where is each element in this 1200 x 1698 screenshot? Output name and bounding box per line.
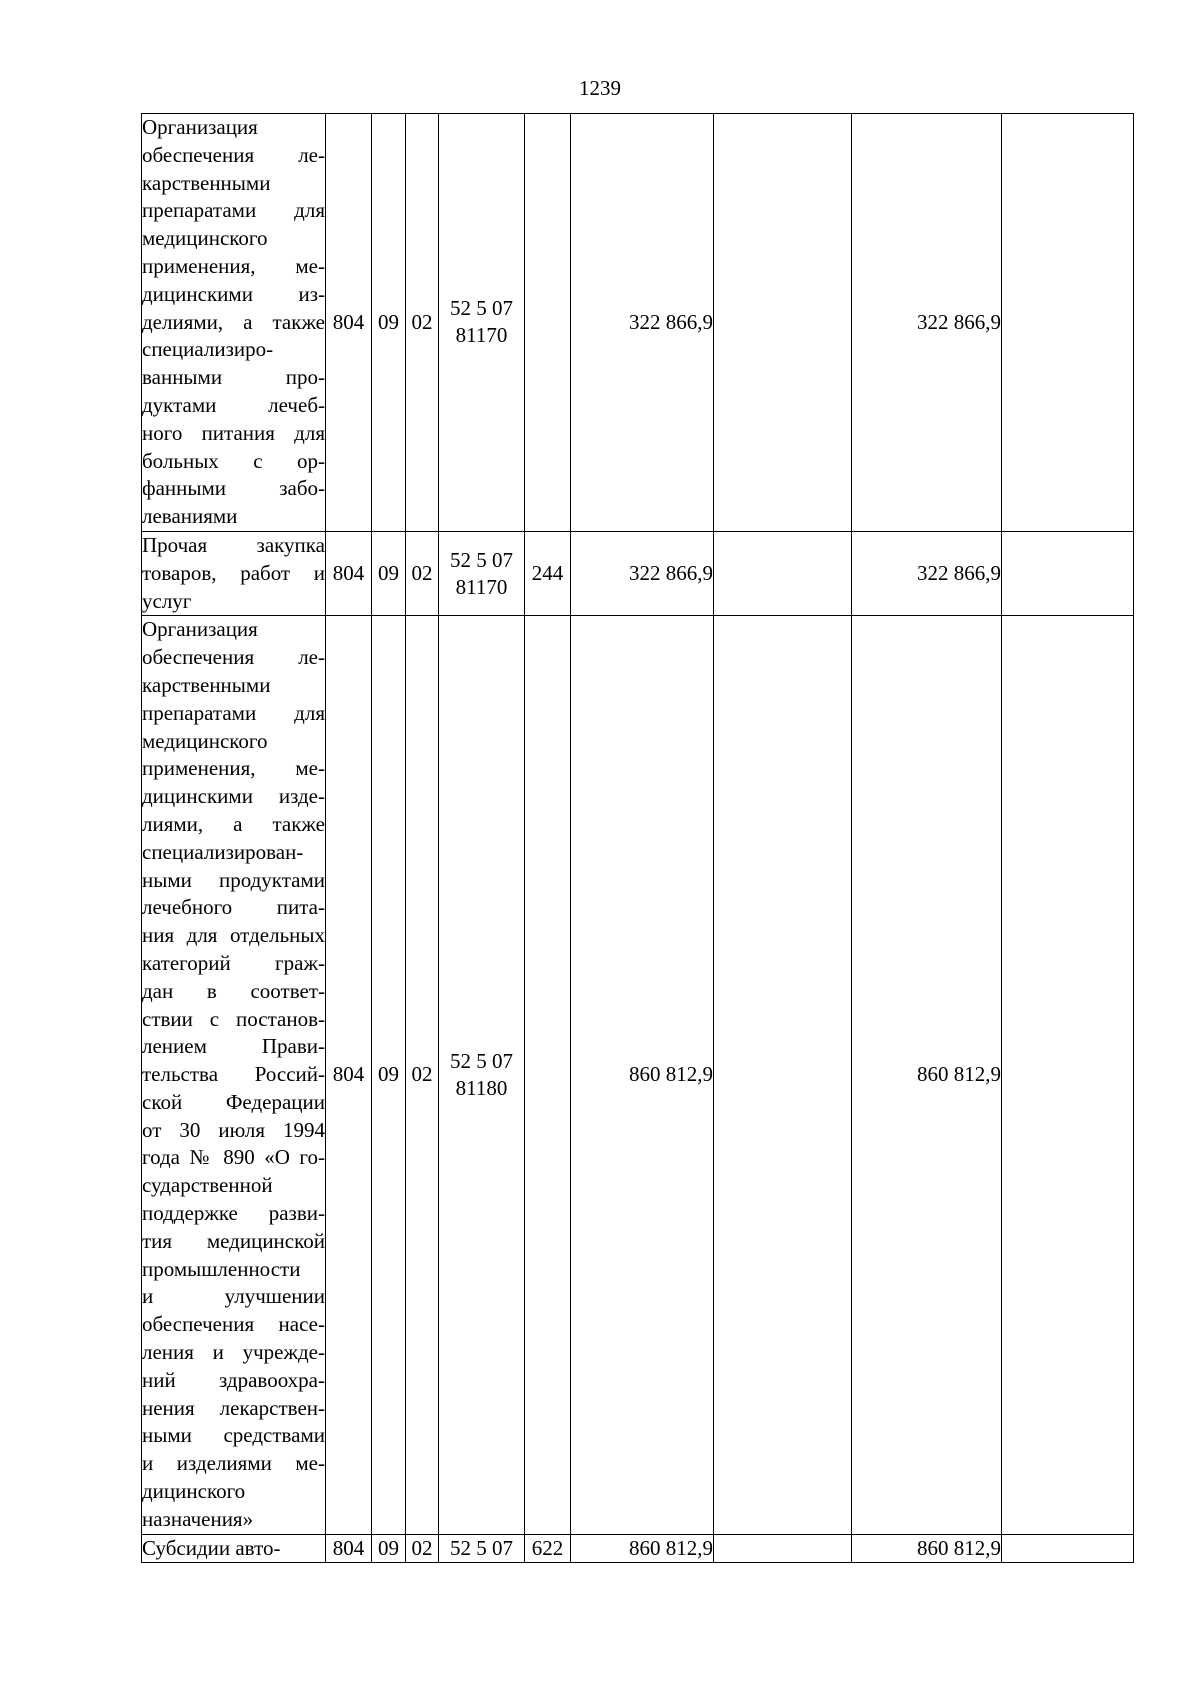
ministry-code-cell: 804	[326, 616, 372, 1534]
row-name-line: лением Прави-	[142, 1034, 325, 1059]
row-name-line: категорий граж-	[142, 950, 325, 975]
row-name-line: поддержке разви-	[142, 1201, 325, 1226]
target-article-line: 52 5 07	[450, 1048, 513, 1073]
expense-type-cell: 244	[525, 531, 571, 615]
amount-3-cell: 860 812,9	[852, 616, 1002, 1534]
amount-2-cell	[714, 531, 852, 615]
row-name-line: Организация	[142, 617, 258, 642]
table-row	[142, 1534, 1134, 1563]
row-name-line: медицинского	[142, 226, 268, 251]
expense-type-cell	[525, 114, 571, 532]
subsection-code-cell: 02	[406, 616, 439, 1534]
table-row	[142, 531, 1134, 615]
amount-4-cell	[1002, 531, 1134, 615]
row-name-line: применения, ме-	[142, 253, 325, 278]
row-name-line: ного питания для	[142, 420, 325, 445]
amount-3-cell: 322 866,9	[852, 114, 1002, 532]
row-name-line: ской Федерации	[142, 1089, 325, 1114]
row-name-line: обеспечения насе-	[142, 1312, 325, 1337]
target-article-line: 52 5 07	[450, 1536, 513, 1561]
amount-2-cell	[714, 114, 852, 532]
row-name-line: препаратами для	[142, 700, 325, 725]
ministry-code-cell: 804	[326, 531, 372, 615]
section-code-cell: 09	[372, 531, 406, 615]
amount-cell: 322 866,9	[571, 531, 714, 615]
target-article-line: 52 5 07	[450, 547, 513, 572]
row-name-line: обеспечения ле-	[142, 142, 325, 167]
target-article-line: 52 5 07	[450, 296, 513, 321]
row-name-line: ванными про-	[142, 365, 325, 390]
target-article-line: 81170	[455, 574, 508, 599]
row-name-line: ными средствами	[142, 1423, 325, 1448]
section-code-cell: 09	[372, 616, 406, 1534]
row-name-line: применения, ме-	[142, 756, 325, 781]
subsection-code-cell: 02	[406, 114, 439, 532]
table-row	[142, 114, 1134, 532]
amount-cell: 860 812,9	[571, 616, 714, 1534]
row-name-line: обеспечения ле-	[142, 645, 325, 670]
table-body	[142, 114, 1134, 1563]
amount-2-cell	[714, 1534, 852, 1563]
row-name-line: специализирован-	[142, 839, 304, 864]
row-name-cell	[142, 616, 326, 1534]
row-name-line: тельства Россий-	[142, 1062, 325, 1087]
table-row	[142, 616, 1134, 1534]
row-name-line: дицинскими из-	[142, 281, 325, 306]
page-number: 1239	[579, 76, 621, 100]
amount-cell: 322 866,9	[571, 114, 714, 532]
amount-2-cell	[714, 616, 852, 1534]
row-name-line: лиями, а также	[142, 811, 325, 836]
row-name-line: лечебного пита-	[142, 895, 325, 920]
row-name-line: карственными	[142, 672, 271, 697]
target-article-line: 81170	[455, 323, 508, 348]
row-name-line: препаратами для	[142, 198, 325, 223]
row-name-line: назначения»	[142, 1506, 254, 1531]
row-name-line: от 30 июля 1994	[142, 1117, 325, 1142]
ministry-code-cell: 804	[326, 114, 372, 532]
subsection-code-cell: 02	[406, 531, 439, 615]
row-name-line: ления и учрежде-	[142, 1340, 325, 1365]
section-code-cell: 09	[372, 114, 406, 532]
row-name-line: и улучшении	[142, 1284, 325, 1309]
row-name-line: Прочая закупка	[142, 532, 325, 557]
subsection-code-cell: 02	[406, 1534, 439, 1563]
row-name-line: леваниями	[142, 504, 238, 529]
row-name-line: дицинского	[142, 1479, 246, 1504]
amount-3-cell: 860 812,9	[852, 1534, 1002, 1563]
row-name-line: и изделиями ме-	[142, 1451, 325, 1476]
row-name-line: дуктами лечеб-	[142, 392, 325, 417]
row-name-line: Субсидии авто-	[142, 1535, 281, 1560]
amount-4-cell	[1002, 114, 1134, 532]
row-name-cell	[142, 114, 326, 532]
row-name-line: медицинского	[142, 728, 268, 753]
row-name-cell	[142, 1534, 326, 1563]
row-name-line: промышленности	[142, 1256, 301, 1281]
budget-table	[141, 113, 1134, 1563]
row-name-line: ными продуктами	[142, 867, 325, 892]
row-name-line: дицинскими изде-	[142, 784, 325, 809]
row-name-line: ний здравоохра-	[142, 1367, 325, 1392]
ministry-code-cell: 804	[326, 1534, 372, 1563]
target-article-cell	[439, 1534, 525, 1563]
row-name-line: года № 890 «О го-	[142, 1145, 325, 1170]
target-article-line: 81180	[455, 1075, 508, 1100]
row-name-line: делиями, а также	[142, 309, 325, 334]
row-name-line: дан в соответ-	[142, 978, 325, 1003]
section-code-cell: 09	[372, 1534, 406, 1563]
expense-type-cell: 622	[525, 1534, 571, 1563]
row-name-line: фанными забо-	[142, 476, 325, 501]
row-name-line: больных с ор-	[142, 448, 325, 473]
row-name-line: специализиро-	[142, 337, 274, 362]
amount-3-cell: 322 866,9	[852, 531, 1002, 615]
row-name-line: сударственной	[142, 1173, 273, 1198]
row-name-line: товаров, работ и	[142, 560, 325, 585]
row-name-line: карственными	[142, 170, 271, 195]
row-name-cell	[142, 531, 326, 615]
row-name-line: Организация	[142, 115, 258, 139]
row-name-line: нения лекарствен-	[142, 1395, 325, 1420]
target-article-cell	[439, 114, 525, 532]
amount-4-cell	[1002, 616, 1134, 1534]
row-name-line: тия медицинской	[142, 1228, 325, 1253]
amount-4-cell	[1002, 1534, 1134, 1563]
expense-type-cell	[525, 616, 571, 1534]
row-name-line: услуг	[142, 588, 192, 613]
row-name-line: ния для отдельных	[142, 923, 325, 948]
target-article-cell	[439, 531, 525, 615]
amount-cell: 860 812,9	[571, 1534, 714, 1563]
row-name-line: ствии с постанов-	[142, 1006, 325, 1031]
target-article-cell	[439, 616, 525, 1534]
